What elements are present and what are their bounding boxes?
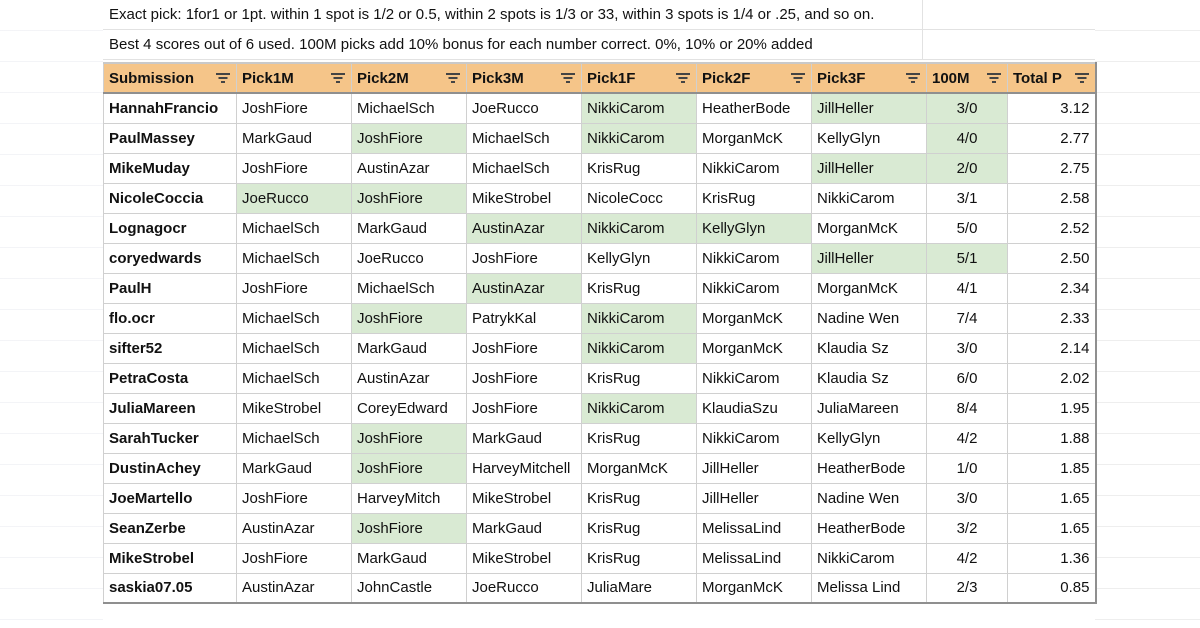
cell-pick1m[interactable]: MichaelSch <box>237 333 352 363</box>
cell-100m[interactable]: 4/0 <box>927 123 1008 153</box>
cell-pick2m[interactable]: JoshFiore <box>352 303 467 333</box>
cell-total[interactable]: 2.33 <box>1008 303 1096 333</box>
cell-pick1m[interactable]: MichaelSch <box>237 213 352 243</box>
header-pick2f[interactable] <box>697 63 812 93</box>
cell-pick2m[interactable]: JoshFiore <box>352 183 467 213</box>
cell-total[interactable]: 2.34 <box>1008 273 1096 303</box>
cell-total[interactable]: 2.77 <box>1008 123 1096 153</box>
cell-pick1f[interactable]: NicoleCocc <box>582 183 697 213</box>
cell-pick2f[interactable]: KlaudiaSzu <box>697 393 812 423</box>
table-row <box>104 213 1096 243</box>
cell-pick2m[interactable]: JoshFiore <box>352 513 467 543</box>
filter-icon[interactable] <box>446 73 460 84</box>
cell-pick1f[interactable]: KrisRug <box>582 513 697 543</box>
cell-pick2m[interactable]: MichaelSch <box>352 273 467 303</box>
header-100m[interactable] <box>927 63 1008 93</box>
filter-icon[interactable] <box>987 73 1001 84</box>
cell-pick2f[interactable]: MorganMcK <box>697 333 812 363</box>
filter-icon[interactable] <box>561 73 575 84</box>
cell-pick2f[interactable]: MorganMcK <box>697 123 812 153</box>
header-label: Total P <box>1013 69 1062 87</box>
cell-pick1m[interactable]: MichaelSch <box>237 363 352 393</box>
cell-total[interactable]: 3.12 <box>1008 93 1096 123</box>
cell-pick2f[interactable]: NikkiCarom <box>697 153 812 183</box>
table-row <box>104 333 1096 363</box>
cell-pick3f[interactable]: Melissa Lind <box>812 573 927 603</box>
table-row <box>104 543 1096 573</box>
cell-pick2m[interactable]: CoreyEdward <box>352 393 467 423</box>
cell-pick3m[interactable]: JoshFiore <box>467 243 582 273</box>
cell-pick3f[interactable]: KellyGlyn <box>812 423 927 453</box>
results-body <box>104 93 1096 603</box>
cell-submission[interactable]: Lognagocr <box>104 213 237 243</box>
cell-pick3f[interactable]: HeatherBode <box>812 453 927 483</box>
cell-submission[interactable]: JoeMartello <box>104 483 237 513</box>
cell-100m[interactable]: 5/0 <box>927 213 1008 243</box>
filter-icon[interactable] <box>216 73 230 84</box>
results-table <box>103 62 1097 604</box>
cell-100m[interactable]: 7/4 <box>927 303 1008 333</box>
cell-pick2f[interactable]: NikkiCarom <box>697 363 812 393</box>
cell-pick2m[interactable]: JohnCastle <box>352 573 467 603</box>
cell-pick2f[interactable]: MelissaLind <box>697 543 812 573</box>
cell-pick1m[interactable]: JoshFiore <box>237 273 352 303</box>
cell-pick2f[interactable]: KrisRug <box>697 183 812 213</box>
cell-pick1m[interactable]: MichaelSch <box>237 243 352 273</box>
cell-pick3m[interactable]: JoeRucco <box>467 93 582 123</box>
cell-pick3m[interactable]: AustinAzar <box>467 213 582 243</box>
cell-pick3f[interactable]: HeatherBode <box>812 513 927 543</box>
cell-pick1m[interactable]: JoshFiore <box>237 93 352 123</box>
cell-pick3f[interactable]: JillHeller <box>812 153 927 183</box>
cell-pick3f[interactable]: MorganMcK <box>812 213 927 243</box>
header-label: Pick2F <box>702 69 751 87</box>
cell-pick2f[interactable]: KellyGlyn <box>697 213 812 243</box>
cell-pick3f[interactable]: Nadine Wen <box>812 303 927 333</box>
cell-submission[interactable]: coryedwards <box>104 243 237 273</box>
cell-pick1m[interactable]: JoshFiore <box>237 543 352 573</box>
cell-pick3f[interactable]: KellyGlyn <box>812 123 927 153</box>
cell-pick2m[interactable]: JoeRucco <box>352 243 467 273</box>
cell-pick2m[interactable]: MarkGaud <box>352 543 467 573</box>
cell-pick3m[interactable]: MikeStrobel <box>467 483 582 513</box>
cell-pick1f[interactable]: KrisRug <box>582 363 697 393</box>
cell-pick3m[interactable]: JoshFiore <box>467 363 582 393</box>
cell-pick3m[interactable]: MarkGaud <box>467 423 582 453</box>
cell-pick3m[interactable]: JoeRucco <box>467 573 582 603</box>
empty-columns <box>1095 0 1200 628</box>
cell-pick1f[interactable]: KrisRug <box>582 423 697 453</box>
cell-pick1f[interactable]: NikkiCarom <box>582 303 697 333</box>
cell-pick1f[interactable]: KrisRug <box>582 483 697 513</box>
cell-total[interactable]: 1.85 <box>1008 453 1096 483</box>
header-label: Pick3M <box>472 69 524 87</box>
cell-pick1f[interactable]: NikkiCarom <box>582 123 697 153</box>
cell-submission[interactable]: flo.ocr <box>104 303 237 333</box>
cell-pick1m[interactable]: JoshFiore <box>237 483 352 513</box>
cell-total[interactable]: 1.36 <box>1008 543 1096 573</box>
cell-pick1m[interactable]: AustinAzar <box>237 513 352 543</box>
cell-submission[interactable]: saskia07.05 <box>104 573 237 603</box>
cell-pick3m[interactable]: MichaelSch <box>467 153 582 183</box>
cell-100m[interactable]: 4/2 <box>927 543 1008 573</box>
cell-pick1m[interactable]: AustinAzar <box>237 573 352 603</box>
cell-total[interactable]: 1.88 <box>1008 423 1096 453</box>
cell-pick1f[interactable]: KrisRug <box>582 543 697 573</box>
cell-pick3f[interactable]: MorganMcK <box>812 273 927 303</box>
cell-pick1m[interactable]: MikeStrobel <box>237 393 352 423</box>
table-row <box>104 573 1096 603</box>
header-label: Pick2M <box>357 69 409 87</box>
cell-total[interactable]: 1.95 <box>1008 393 1096 423</box>
cell-total[interactable]: 1.65 <box>1008 483 1096 513</box>
cell-pick3m[interactable]: MikeStrobel <box>467 543 582 573</box>
cell-total[interactable]: 2.50 <box>1008 243 1096 273</box>
cell-pick3m[interactable]: PatrykKal <box>467 303 582 333</box>
cell-pick1f[interactable]: JuliaMare <box>582 573 697 603</box>
cell-100m[interactable]: 3/0 <box>927 483 1008 513</box>
cell-pick3f[interactable]: JillHeller <box>812 93 927 123</box>
cell-submission[interactable]: MikeMuday <box>104 153 237 183</box>
table-row <box>104 183 1096 213</box>
cell-pick2f[interactable]: MorganMcK <box>697 303 812 333</box>
bonus-note: Best 4 scores out of 6 used. 100M picks add 10% bonus for each number correct. 0%, 10% or 20% added <box>109 36 813 53</box>
cell-total[interactable]: 1.65 <box>1008 513 1096 543</box>
cell-submission[interactable]: NicoleCoccia <box>104 183 237 213</box>
cell-pick2f[interactable]: JillHeller <box>697 453 812 483</box>
cell-pick1f[interactable]: NikkiCarom <box>582 213 697 243</box>
cell-pick1f[interactable]: NikkiCarom <box>582 93 697 123</box>
header-label: Pick3F <box>817 69 866 87</box>
header-label: Submission <box>109 69 195 87</box>
header-pick3f[interactable] <box>812 63 927 93</box>
cell-pick2f[interactable]: HeatherBode <box>697 93 812 123</box>
cell-total[interactable]: 0.85 <box>1008 573 1096 603</box>
cell-pick1f[interactable]: KrisRug <box>582 273 697 303</box>
header-label: Pick1F <box>587 69 636 87</box>
filter-icon[interactable] <box>1075 73 1089 84</box>
cell-pick2m[interactable]: AustinAzar <box>352 153 467 183</box>
cell-100m[interactable]: 3/2 <box>927 513 1008 543</box>
cell-pick3f[interactable]: NikkiCarom <box>812 543 927 573</box>
cell-pick2m[interactable]: MarkGaud <box>352 333 467 363</box>
cell-pick1f[interactable]: KellyGlyn <box>582 243 697 273</box>
offscreen-columns <box>0 0 103 628</box>
cell-total[interactable]: 2.14 <box>1008 333 1096 363</box>
cell-pick3f[interactable]: JillHeller <box>812 243 927 273</box>
cell-pick2m[interactable]: MarkGaud <box>352 213 467 243</box>
cell-100m[interactable]: 4/2 <box>927 423 1008 453</box>
cell-pick2f[interactable]: MelissaLind <box>697 513 812 543</box>
cell-pick2f[interactable]: NikkiCarom <box>697 273 812 303</box>
cell-pick3m[interactable]: JoshFiore <box>467 333 582 363</box>
cell-pick2m[interactable]: HarveyMitch <box>352 483 467 513</box>
cell-100m[interactable]: 2/3 <box>927 573 1008 603</box>
table-row <box>104 273 1096 303</box>
cell-pick1f[interactable]: MorganMcK <box>582 453 697 483</box>
cell-pick1f[interactable]: NikkiCarom <box>582 333 697 363</box>
cell-submission[interactable]: SarahTucker <box>104 423 237 453</box>
header-total[interactable] <box>1008 63 1096 93</box>
cell-pick1f[interactable]: KrisRug <box>582 153 697 183</box>
cell-pick2m[interactable]: MichaelSch <box>352 93 467 123</box>
cell-100m[interactable]: 3/1 <box>927 183 1008 213</box>
cell-pick2m[interactable]: JoshFiore <box>352 123 467 153</box>
header-pick1m[interactable] <box>237 63 352 93</box>
table-row <box>104 453 1096 483</box>
cell-total[interactable]: 2.02 <box>1008 363 1096 393</box>
cell-divider <box>922 30 923 59</box>
cell-submission[interactable]: DustinAchey <box>104 453 237 483</box>
cell-pick2f[interactable]: NikkiCarom <box>697 243 812 273</box>
cell-submission[interactable]: HannahFrancio <box>104 93 237 123</box>
table-row <box>104 393 1096 423</box>
cell-submission[interactable]: PaulMassey <box>104 123 237 153</box>
cell-submission[interactable]: PaulH <box>104 273 237 303</box>
table-row <box>104 423 1096 453</box>
cell-100m[interactable]: 3/0 <box>927 93 1008 123</box>
cell-submission[interactable]: SeanZerbe <box>104 513 237 543</box>
cell-pick2m[interactable]: JoshFiore <box>352 423 467 453</box>
table-row <box>104 303 1096 333</box>
filter-icon[interactable] <box>676 73 690 84</box>
table-row <box>104 513 1096 543</box>
cell-pick3m[interactable]: AustinAzar <box>467 273 582 303</box>
cell-100m[interactable]: 3/0 <box>927 333 1008 363</box>
header-row <box>104 63 1096 93</box>
cell-100m[interactable]: 2/0 <box>927 153 1008 183</box>
scoring-note: Exact pick: 1for1 or 1pt. within 1 spot is 1/2 or 0.5, within 2 spots is 1/3 or 33, within 3 spots is 1/4 or .25, and so on. <box>109 6 875 23</box>
cell-pick1m[interactable]: MichaelSch <box>237 303 352 333</box>
scoring-note-row[interactable] <box>103 0 1095 30</box>
header-pick1f[interactable] <box>582 63 697 93</box>
table-row <box>104 483 1096 513</box>
cell-pick3f[interactable]: NikkiCarom <box>812 183 927 213</box>
cell-pick1f[interactable]: NikkiCarom <box>582 393 697 423</box>
cell-pick3m[interactable]: MichaelSch <box>467 123 582 153</box>
cell-pick3m[interactable]: MikeStrobel <box>467 183 582 213</box>
header-pick3m[interactable] <box>467 63 582 93</box>
table-row <box>104 123 1096 153</box>
header-label: Pick1M <box>242 69 294 87</box>
cell-pick3f[interactable]: Nadine Wen <box>812 483 927 513</box>
cell-pick2m[interactable]: JoshFiore <box>352 453 467 483</box>
cell-pick3f[interactable]: Klaudia Sz <box>812 363 927 393</box>
filter-icon[interactable] <box>331 73 345 84</box>
header-label: 100M <box>932 69 970 87</box>
cell-total[interactable]: 2.58 <box>1008 183 1096 213</box>
cell-total[interactable]: 2.52 <box>1008 213 1096 243</box>
table-row <box>104 93 1096 123</box>
cell-pick1m[interactable]: MichaelSch <box>237 423 352 453</box>
header-pick2m[interactable] <box>352 63 467 93</box>
table-row <box>104 153 1096 183</box>
filter-icon[interactable] <box>906 73 920 84</box>
cell-divider <box>922 0 923 29</box>
cell-pick1m[interactable]: MarkGaud <box>237 453 352 483</box>
cell-100m[interactable]: 1/0 <box>927 453 1008 483</box>
filter-icon[interactable] <box>791 73 805 84</box>
cell-pick2f[interactable]: NikkiCarom <box>697 423 812 453</box>
table-row <box>104 243 1096 273</box>
cell-100m[interactable]: 4/1 <box>927 273 1008 303</box>
cell-pick3f[interactable]: JuliaMareen <box>812 393 927 423</box>
cell-100m[interactable]: 5/1 <box>927 243 1008 273</box>
cell-100m[interactable]: 8/4 <box>927 393 1008 423</box>
cell-pick1m[interactable]: MarkGaud <box>237 123 352 153</box>
cell-pick3m[interactable]: MarkGaud <box>467 513 582 543</box>
cell-submission[interactable]: MikeStrobel <box>104 543 237 573</box>
cell-submission[interactable]: sifter52 <box>104 333 237 363</box>
table-row <box>104 363 1096 393</box>
cell-total[interactable]: 2.75 <box>1008 153 1096 183</box>
cell-100m[interactable]: 6/0 <box>927 363 1008 393</box>
cell-pick3f[interactable]: Klaudia Sz <box>812 333 927 363</box>
cell-pick3m[interactable]: HarveyMitchell <box>467 453 582 483</box>
cell-pick1m[interactable]: JoeRucco <box>237 183 352 213</box>
cell-pick1m[interactable]: JoshFiore <box>237 153 352 183</box>
header-submission[interactable] <box>104 63 237 93</box>
cell-submission[interactable]: PetraCosta <box>104 363 237 393</box>
cell-pick2f[interactable]: JillHeller <box>697 483 812 513</box>
cell-submission[interactable]: JuliaMareen <box>104 393 237 423</box>
cell-pick3m[interactable]: JoshFiore <box>467 393 582 423</box>
cell-pick2f[interactable]: MorganMcK <box>697 573 812 603</box>
cell-pick2m[interactable]: AustinAzar <box>352 363 467 393</box>
bonus-note-row[interactable] <box>103 30 1095 60</box>
